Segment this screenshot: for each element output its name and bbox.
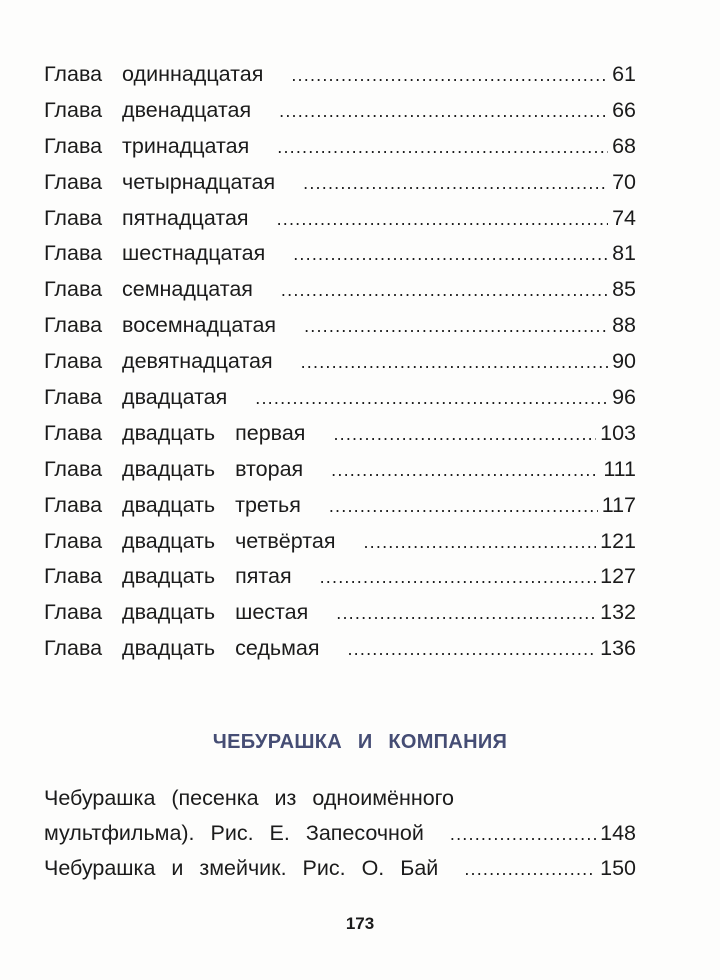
toc-row (44, 134, 636, 170)
leader-dots (363, 532, 596, 553)
toc-row (44, 277, 636, 313)
toc-row (44, 636, 636, 672)
chapter-page: 61 (612, 62, 636, 86)
chapter-page: 121 (600, 528, 636, 553)
leader-dots (281, 280, 608, 301)
leader-dots (304, 316, 608, 337)
entry-line (44, 856, 636, 891)
chapter-page: 132 (600, 600, 636, 625)
chapter-page: 66 (612, 97, 636, 122)
entry-title: мультфильма). Рис. Е. Запесочной (44, 821, 424, 845)
entry-line (44, 821, 636, 856)
chapter-page: 111 (603, 456, 636, 481)
leader-dots (464, 859, 596, 880)
table-of-contents (44, 62, 636, 672)
toc-row (44, 241, 636, 277)
chapter-title: Глава семнадцатая (44, 277, 253, 302)
leader-dots (277, 137, 608, 158)
chapter-title: Глава восемнадцатая (44, 313, 277, 338)
chapter-title: Глава двадцать вторая (44, 456, 304, 481)
entry-title: Чебурашка и змейчик. Рис. О. Бай (44, 856, 439, 880)
leader-dots (333, 424, 596, 445)
chapter-title: Глава пятнадцатая (44, 205, 249, 230)
toc-row (44, 564, 636, 600)
chapter-page: 96 (612, 385, 636, 410)
leader-dots (255, 388, 608, 409)
chapter-title: Глава тринадцатая (44, 133, 250, 158)
leader-dots (293, 244, 608, 265)
chapter-page: 74 (612, 205, 636, 230)
chapter-title: Глава шестнадцатая (44, 241, 266, 266)
leader-dots (279, 101, 608, 122)
toc-row (44, 493, 636, 529)
toc-row (44, 349, 636, 385)
leader-dots (303, 173, 608, 194)
page-number: 173 (345, 914, 375, 933)
section-entries (44, 786, 636, 891)
chapter-page: 90 (612, 349, 636, 374)
leader-dots (291, 65, 608, 86)
entry-line (44, 786, 636, 821)
entry-page: 148 (600, 821, 636, 845)
chapter-title: Глава двадцать четвёртая (44, 528, 336, 553)
leader-dots (331, 460, 599, 481)
chapter-title: Глава четырнадцатая (44, 169, 276, 194)
chapter-title: Глава двадцать третья (44, 492, 301, 517)
leader-dots (329, 496, 598, 517)
leader-dots (336, 603, 596, 624)
entry-page: 150 (600, 856, 636, 880)
leader-dots (347, 639, 596, 660)
leader-dots (320, 567, 597, 588)
chapter-page: 85 (612, 277, 636, 302)
chapter-page: 117 (601, 492, 636, 517)
toc-row (44, 62, 636, 98)
chapter-title: Глава одиннадцатая (44, 62, 264, 86)
chapter-title: Глава двадцать пятая (44, 564, 292, 589)
entry-title: Чебурашка (песенка из одноимённого (44, 786, 454, 810)
toc-row (44, 206, 636, 242)
chapter-page: 88 (612, 313, 636, 338)
chapter-title: Глава двадцать шестая (44, 600, 309, 625)
chapter-page: 68 (612, 133, 636, 158)
chapter-page: 103 (600, 420, 636, 445)
chapter-page: 81 (612, 241, 636, 266)
toc-row (44, 457, 636, 493)
section-heading: ЧЕБУРАШКА И КОМПАНИЯ (212, 731, 508, 753)
chapter-title: Глава двадцатая (44, 385, 228, 410)
chapter-title: Глава двадцать первая (44, 420, 306, 445)
chapter-title: Глава двадцать седьмая (44, 636, 320, 661)
leader-dots (301, 352, 608, 373)
chapter-page: 136 (600, 636, 636, 661)
toc-row (44, 385, 636, 421)
toc-row (44, 98, 636, 134)
chapter-page: 70 (612, 169, 636, 194)
toc-row (44, 313, 636, 349)
leader-dots (277, 209, 609, 230)
toc-row (44, 529, 636, 565)
leader-dots (450, 824, 596, 845)
toc-row (44, 170, 636, 206)
chapter-title: Глава девятнадцатая (44, 349, 273, 374)
toc-row (44, 600, 636, 636)
toc-row (44, 421, 636, 457)
chapter-page: 127 (600, 564, 636, 589)
chapter-title: Глава двенадцатая (44, 97, 252, 122)
